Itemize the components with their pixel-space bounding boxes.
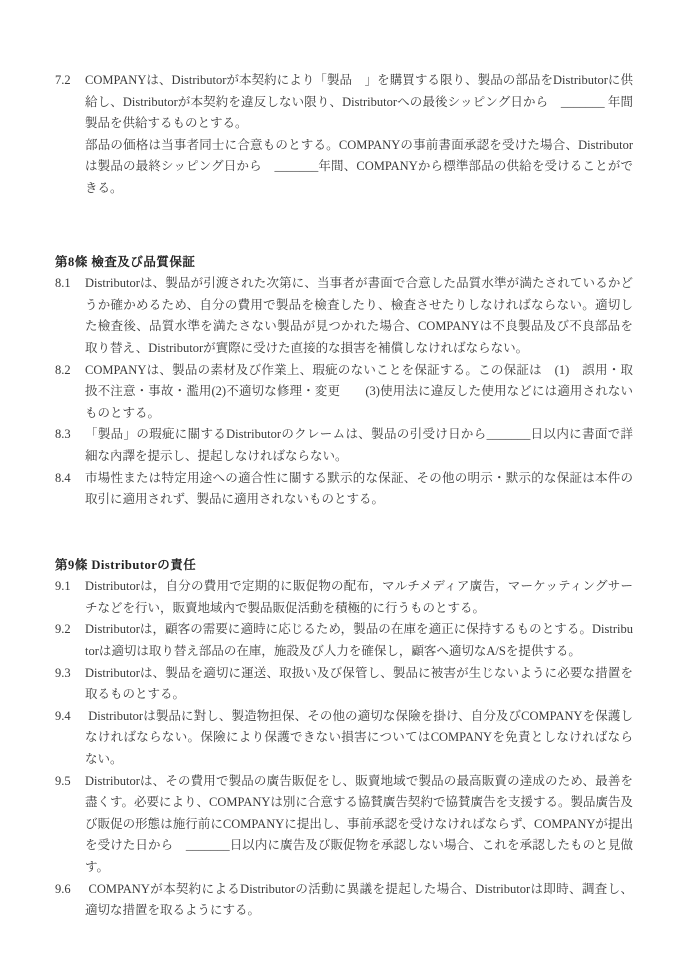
clause-body	[85, 771, 633, 879]
clause-body	[85, 663, 633, 706]
clause-number: 8.3	[55, 427, 71, 442]
clause-body	[85, 424, 633, 467]
clause-text: COMPANYは、Distributorが本契約により「製品 」を購買する限り、製品の部品をDistributorに供給し、Distributorが本契約を違反しない限り、Distributorへの最後シッピング日から _______ 年間製品を供給するものとする。	[85, 73, 633, 131]
clause-text: COMPANYは、製品の素材及び作業上、瑕疵のないことを保証する。この保証は (1) 誤用・取扱不注意・事故・濫用(2)不適切な修理・変更 (3)使用法に違反した使用などには適用されないものとする。	[85, 362, 633, 420]
clause-body	[85, 468, 633, 511]
clause-number: 8.1	[55, 276, 71, 291]
section-heading: 第9條 Distributorの責任	[55, 557, 197, 572]
clause-item-9.1	[55, 576, 633, 619]
clause-text: 市場性または特定用途への適合性に關する默示的な保証、その他の明示・默示的な保証は本件の取引に適用されず、製品に適用されないものとする。	[85, 470, 633, 507]
clause-number: 9.2	[55, 622, 71, 637]
clause-text: Distributorは、その費用で製品の廣告販促をし、販賣地域で製品の最高販賣の達成のため、最善を盡くす。必要により、COMPANYは別に合意する協賛廣告契約で協賛廣告を支援する。製品廣告及び販促の形態は施行前にCOMPANYに提出し、事前承認を受けなければならず、COMPANYが提出を受けた日から _______日以内に廣告及び販促物を承認しない場合、これを承認したものと見做す。	[85, 773, 633, 874]
clause-number: 8.2	[55, 362, 71, 377]
clause-item-9.5	[55, 771, 633, 879]
clause-item-9.2	[55, 619, 633, 662]
clause-text: Distributorは，顧客の需要に適時に応じるため，製品の在庫を適正に保持するものとする。Distributorは適切は取り替え部品の在庫，施設及び人力を確保し，顧客へ適切なA/Sを提供する。	[85, 622, 633, 659]
clause-text: Distributorは、製品が引渡された次第に、当事者が書面で合意した品質水準が満たされているかどうか確かめるため、自分の費用で製品を檢査したり、檢査させたりしなければならない。適切した檢査後、品質水準を満たさない製品が見つかれた場合、COMPANYは不良製品及び不良部品を取り替え、Distributorが實際に受けた直接的な損害を補償しなければならない。	[85, 276, 633, 355]
clause-body	[85, 273, 633, 359]
clause-number: 9.5	[55, 773, 71, 788]
clause-number: 9.1	[55, 579, 71, 594]
clause-item-7.2	[55, 70, 633, 200]
clause-number: 8.4	[55, 470, 71, 485]
clause-number: 9.3	[55, 665, 71, 680]
clause-item-9.4	[55, 706, 633, 771]
clause-number: 9.6	[55, 881, 71, 896]
clause-number: 9.4	[55, 708, 71, 723]
clause-item-9.6	[55, 879, 633, 922]
clause-item-8.2	[55, 360, 633, 425]
section-heading: 第8條 檢査及び品質保証	[55, 254, 196, 269]
clause-body	[85, 879, 633, 922]
clause-text: 「製品」の瑕疵に關するDistributorのクレームは、製品の引受け日から_______日以内に書面で詳細な內譯を提示し、提起しなければならない。	[85, 427, 633, 463]
clause-text: Distributorは製品に對し、製造物担保、その他の適切な保險を掛け、自分及びCOMPANYを保護しなければならない。保險により保護できない損害についてはCOMPANYを免責としなければならない。	[85, 708, 633, 767]
clause-body	[85, 360, 633, 425]
clause-number: 7.2	[55, 73, 71, 87]
clause-text: Distributorは、製品を適切に運送、取扱い及び保管し、製品に被害が生じないように必要な措置を取るものとする。	[85, 665, 633, 702]
clause-text: Distributorは，自分の費用で定期的に販促物の配布，マルチメディア廣告，マーケッティングサーチなどを行い，販賣地域內で製品販促活動を積極的に行うものとする。	[85, 579, 633, 615]
clause-item-8.1	[55, 273, 633, 359]
clause-text: COMPANYが本契約によるDistributorの活動に異議を提起した場合、Distributorは即時、調査し、適切な措置を取るようにする。	[85, 881, 633, 918]
clause-body	[85, 70, 633, 200]
clause-body	[85, 576, 633, 619]
clause-item-9.3	[55, 663, 633, 706]
clause-item-8.3	[55, 424, 633, 467]
clause-body	[85, 619, 633, 662]
clause-body	[85, 706, 633, 771]
clause-item-8.4	[55, 468, 633, 511]
clause-text: 部品の価格は当事者同士に合意ものとする。COMPANYの事前書面承認を受けた場合、Distributorは製品の最終シッピング日から _______年間、COMPANYから標準部品の供給を受けることができる。	[85, 137, 633, 195]
